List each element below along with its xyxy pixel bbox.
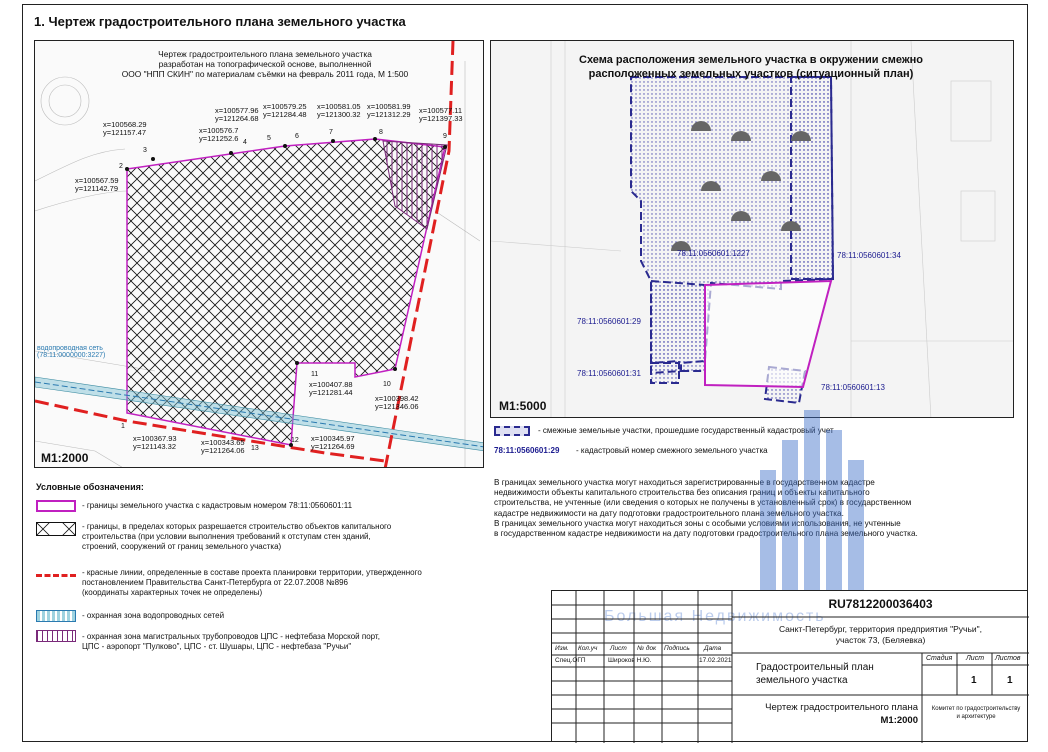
stamp-sheets-label: Листов bbox=[995, 655, 1021, 662]
watermark-logo bbox=[730, 400, 880, 590]
legend-item: - охранная зона магистральных трубопроводов ЦПС - нефтебаза Морской порт, ЦПС - аэропорт "Пулково", ЦПС - ст. Шушары, ЦПС - нефтебаза "Ручьи" bbox=[82, 632, 380, 651]
legend-swatch-crosshatch bbox=[36, 522, 76, 536]
stamp-sheet-label: Лист bbox=[966, 655, 985, 662]
point-number: 1 bbox=[121, 423, 125, 430]
watermark-text: Большая Недвижимость bbox=[604, 608, 826, 625]
right-legend-code: 78:11:0560601:29 bbox=[494, 446, 560, 455]
point-number: 9 bbox=[443, 133, 447, 140]
legend-header: Условные обозначения: bbox=[36, 482, 144, 492]
legend-swatch-water bbox=[36, 610, 76, 622]
coord-label: x=100579.25 y=121284.48 bbox=[263, 102, 307, 119]
parcel-34 bbox=[791, 77, 833, 279]
point-number: 3 bbox=[143, 147, 147, 154]
point-number: 2 bbox=[119, 163, 123, 170]
stamp-organization: Комитет по градостроительству и архитектуре bbox=[931, 706, 1021, 720]
coord-label: x=100568.29 y=121157.47 bbox=[103, 120, 147, 137]
parcel-label: 78:11:0560601:34 bbox=[837, 251, 901, 260]
notes-line: кадастре недвижимости на дату подготовки градостроительного плана земельного участка. bbox=[494, 508, 844, 518]
situation-map-drawing bbox=[491, 41, 1014, 418]
point-number: 8 bbox=[379, 129, 383, 136]
legend-item: - границы земельного участка с кадастровым номером 78:11:0560601:11 bbox=[82, 501, 353, 510]
notes-line: недвижимости объекты капитального строительства без описания границ и объекты капитального bbox=[494, 488, 870, 498]
stamp-stage-label: Стадия bbox=[926, 655, 953, 662]
coord-label: x=100576.7 y=121252.6 bbox=[199, 126, 239, 143]
parcel-29 bbox=[651, 281, 705, 371]
coord-label: x=100407.88 y=121281.44 bbox=[309, 380, 353, 397]
stamp-drawing-title: Чертеж градостроительного плана М1:2000 bbox=[765, 702, 918, 726]
notes-line: В границах земельного участка могут находиться зоны с особыми условиями использования, не учтенные bbox=[494, 518, 901, 528]
page-title: 1. Чертеж градостроительного плана земельного участка bbox=[34, 14, 406, 29]
notes-line: в государственном кадастре недвижимости на дату подготовки градостроительного плана земельного участка. bbox=[494, 529, 918, 539]
right-situation-panel bbox=[490, 40, 1014, 418]
coord-label: x=100398.42 y=121346.06 bbox=[375, 394, 419, 411]
coord-label: x=100345.97 y=121264.69 bbox=[311, 434, 355, 451]
legend-item: - охранная зона водопроводных сетей bbox=[82, 611, 225, 620]
point-number: 6 bbox=[295, 133, 299, 140]
stamp-address: Санкт-Петербург, территория предприятия "Ручьи", участок 73, (Беляевка) bbox=[778, 624, 983, 645]
point-number: 5 bbox=[267, 135, 271, 142]
plan-note bbox=[75, 49, 455, 79]
coord-label: x=100577.11 y=121397.33 bbox=[419, 106, 463, 123]
stamp-sheet-value: 1 bbox=[971, 675, 977, 686]
title-block: RU7812200036403 Санкт-Петербург, территория предприятия "Ручьи", участок 73, (Беляевка) Изм. Кол.уч Лист № док Подпись Дата Спец.ОГП Широков Н.Ю. 17.02.2021 Градостроительный план земельного участка Стадия Лист Листов 1 1 Чертеж градостроительного плана М1:2000 Комитет по градостроительству и архитектуре bbox=[551, 590, 1028, 742]
point-number: 7 bbox=[329, 129, 333, 136]
left-scale: М1:2000 bbox=[41, 451, 89, 465]
stamp-code: RU7812200036403 bbox=[828, 597, 933, 611]
right-scale: М1:5000 bbox=[499, 399, 547, 413]
point-number: 12 bbox=[291, 437, 299, 444]
point-number: 10 bbox=[383, 381, 391, 388]
parcel-label: 78:11:0560601:1227 bbox=[677, 249, 750, 258]
legend-item: - красные линии, определенные в составе проекта планировки территории, утвержденного постановлением Правительства Санкт-Петербурга от 22.07.2008 №896 (координаты характерных точек не определены) bbox=[82, 568, 422, 597]
legend-swatch-redline bbox=[36, 574, 76, 577]
parcel-label: 78:11:0560601:29 bbox=[577, 317, 641, 326]
situation-title-line: Схема расположения земельного участка в окружении смежно bbox=[579, 54, 923, 66]
right-legend-item: - кадастровый номер смежного земельного участка bbox=[576, 446, 768, 455]
coord-label: x=100577.96 y=121264.68 bbox=[215, 106, 259, 123]
coord-label: x=100581.99 y=121312.29 bbox=[367, 102, 411, 119]
parcel-label: 78:11:0560601:13 bbox=[821, 383, 885, 392]
plan-note-line: разработан на топографической основе, выполненной bbox=[158, 59, 372, 69]
notes-line: строительства, не учтенные (или сведения о которых не получены в установленный срок) в государственном bbox=[494, 498, 912, 508]
point-number: 13 bbox=[251, 445, 259, 452]
notes-line: В границах земельного участка могут находиться зарегистрированные в государственном кадастре bbox=[494, 478, 875, 487]
legend-swatch-boundary bbox=[36, 500, 76, 512]
right-legend-swatch bbox=[494, 426, 530, 436]
coord-label: x=100581.05 y=121300.32 bbox=[317, 102, 361, 119]
point-number: 11 bbox=[311, 371, 319, 378]
coord-label: x=100567.59 y=121142.79 bbox=[75, 176, 119, 193]
right-legend-item: - смежные земельные участки, прошедшие государственный кадастровый учет bbox=[538, 426, 834, 435]
parcel-label: 78:11:0560601:31 bbox=[577, 369, 641, 378]
subject-parcel bbox=[705, 281, 831, 387]
stamp-sheets-value: 1 bbox=[1007, 675, 1013, 686]
stamp-doc-title: Градостроительный план земельного участка bbox=[756, 662, 874, 686]
parcel-31 bbox=[651, 363, 679, 383]
legend-swatch-pipeline bbox=[36, 630, 76, 642]
coord-label: x=100367.93 y=121143.32 bbox=[133, 434, 177, 451]
point-number: 4 bbox=[243, 139, 247, 146]
situation-title-line: расположенных земельных участков (ситуационный план) bbox=[588, 68, 914, 80]
coord-label: x=100343.65 y=121264.06 bbox=[201, 438, 245, 455]
legend-item: - границы, в пределах которых разрешается строительство объектов капитального строительства (при условии выполнения требований к отступам стен зданий, строений, сооружений от границ земельного участка) bbox=[82, 522, 392, 551]
left-plan-panel bbox=[34, 40, 484, 468]
water-network-label: водопроводная сеть (78:11:0000000:3227) bbox=[37, 345, 106, 359]
plan-note-line: Чертеж градостроительного плана земельного участка bbox=[158, 49, 372, 59]
plan-note-line: ООО "НПП СКИН" по материалам съёмки на февраль 2011 года, М 1:500 bbox=[121, 69, 409, 79]
situation-title bbox=[531, 53, 971, 81]
